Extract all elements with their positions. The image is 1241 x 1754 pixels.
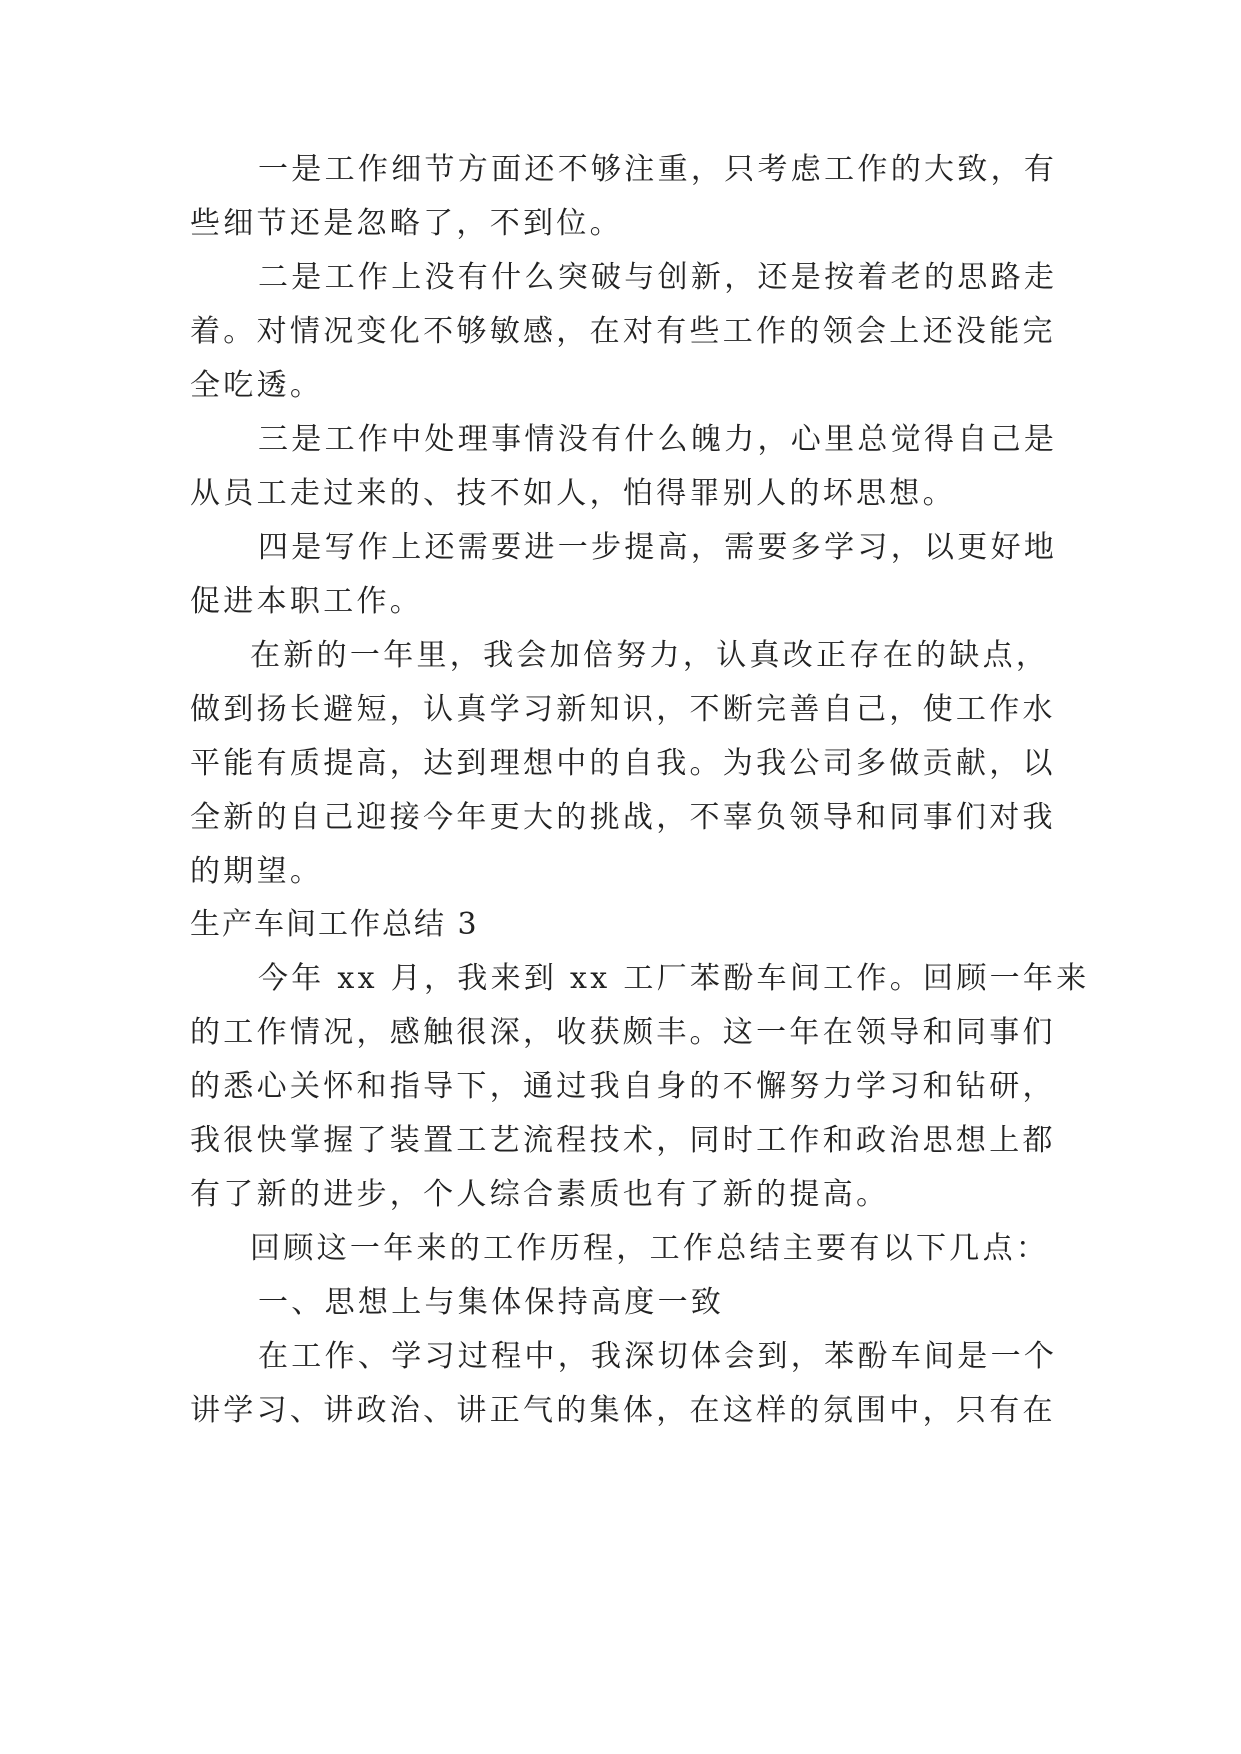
section-heading: 生产车间工作总结 3 [190,907,479,942]
section-paragraph-1-line-5: 有了新的进步，个人综合素质也有了新的提高。 [190,1177,890,1212]
paragraph-3-line-2: 从员工走过来的、技不如人，怕得罪别人的坏思想。 [190,476,956,511]
paragraph-3-line-1: 三是工作中处理事情没有什么魄力，心里总觉得自己是 [258,422,1058,457]
subheading-1: 一、思想上与集体保持高度一致 [258,1285,725,1320]
paragraph-1-line-1: 一是工作细节方面还不够注重，只考虑工作的大致，有 [258,152,1058,187]
section-paragraph-1-line-1: 今年 xx 月，我来到 xx 工厂苯酚车间工作。回顾一年来 [258,961,1090,996]
paragraph-5-line-5: 的期望。 [190,854,324,889]
paragraph-5-line-4: 全新的自己迎接今年更大的挑战，不辜负领导和同事们对我 [190,800,1056,835]
section-paragraph-3-line-1: 在工作、学习过程中，我深切体会到，苯酚车间是一个 [258,1339,1058,1374]
paragraph-2-line-3: 全吃透。 [190,368,324,403]
section-paragraph-1-line-3: 的悉心关怀和指导下，通过我自身的不懈努力学习和钻研， [190,1069,1056,1104]
paragraph-1-line-2: 些细节还是忽略了，不到位。 [190,206,623,241]
paragraph-2-line-1: 二是工作上没有什么突破与创新，还是按着老的思路走 [258,260,1058,295]
paragraph-4-line-2: 促进本职工作。 [190,584,424,619]
section-paragraph-3-line-2: 讲学习、讲政治、讲正气的集体，在这样的氛围中，只有在 [190,1393,1056,1428]
paragraph-5-line-1: 在新的一年里，我会加倍努力，认真改正存在的缺点， [250,638,1050,673]
section-paragraph-2-line-1: 回顾这一年来的工作历程，工作总结主要有以下几点： [250,1231,1050,1266]
paragraph-5-line-3: 平能有质提高，达到理想中的自我。为我公司多做贡献，以 [190,746,1056,781]
section-paragraph-1-line-4: 我很快掌握了装置工艺流程技术，同时工作和政治思想上都 [190,1123,1056,1158]
paragraph-5-line-2: 做到扬长避短，认真学习新知识，不断完善自己，使工作水 [190,692,1056,727]
paragraph-2-line-2: 着。对情况变化不够敏感，在对有些工作的领会上还没能完 [190,314,1056,349]
paragraph-4-line-1: 四是写作上还需要进一步提高，需要多学习，以更好地 [258,530,1058,565]
section-paragraph-1-line-2: 的工作情况，感触很深，收获颇丰。这一年在领导和同事们 [190,1015,1056,1050]
